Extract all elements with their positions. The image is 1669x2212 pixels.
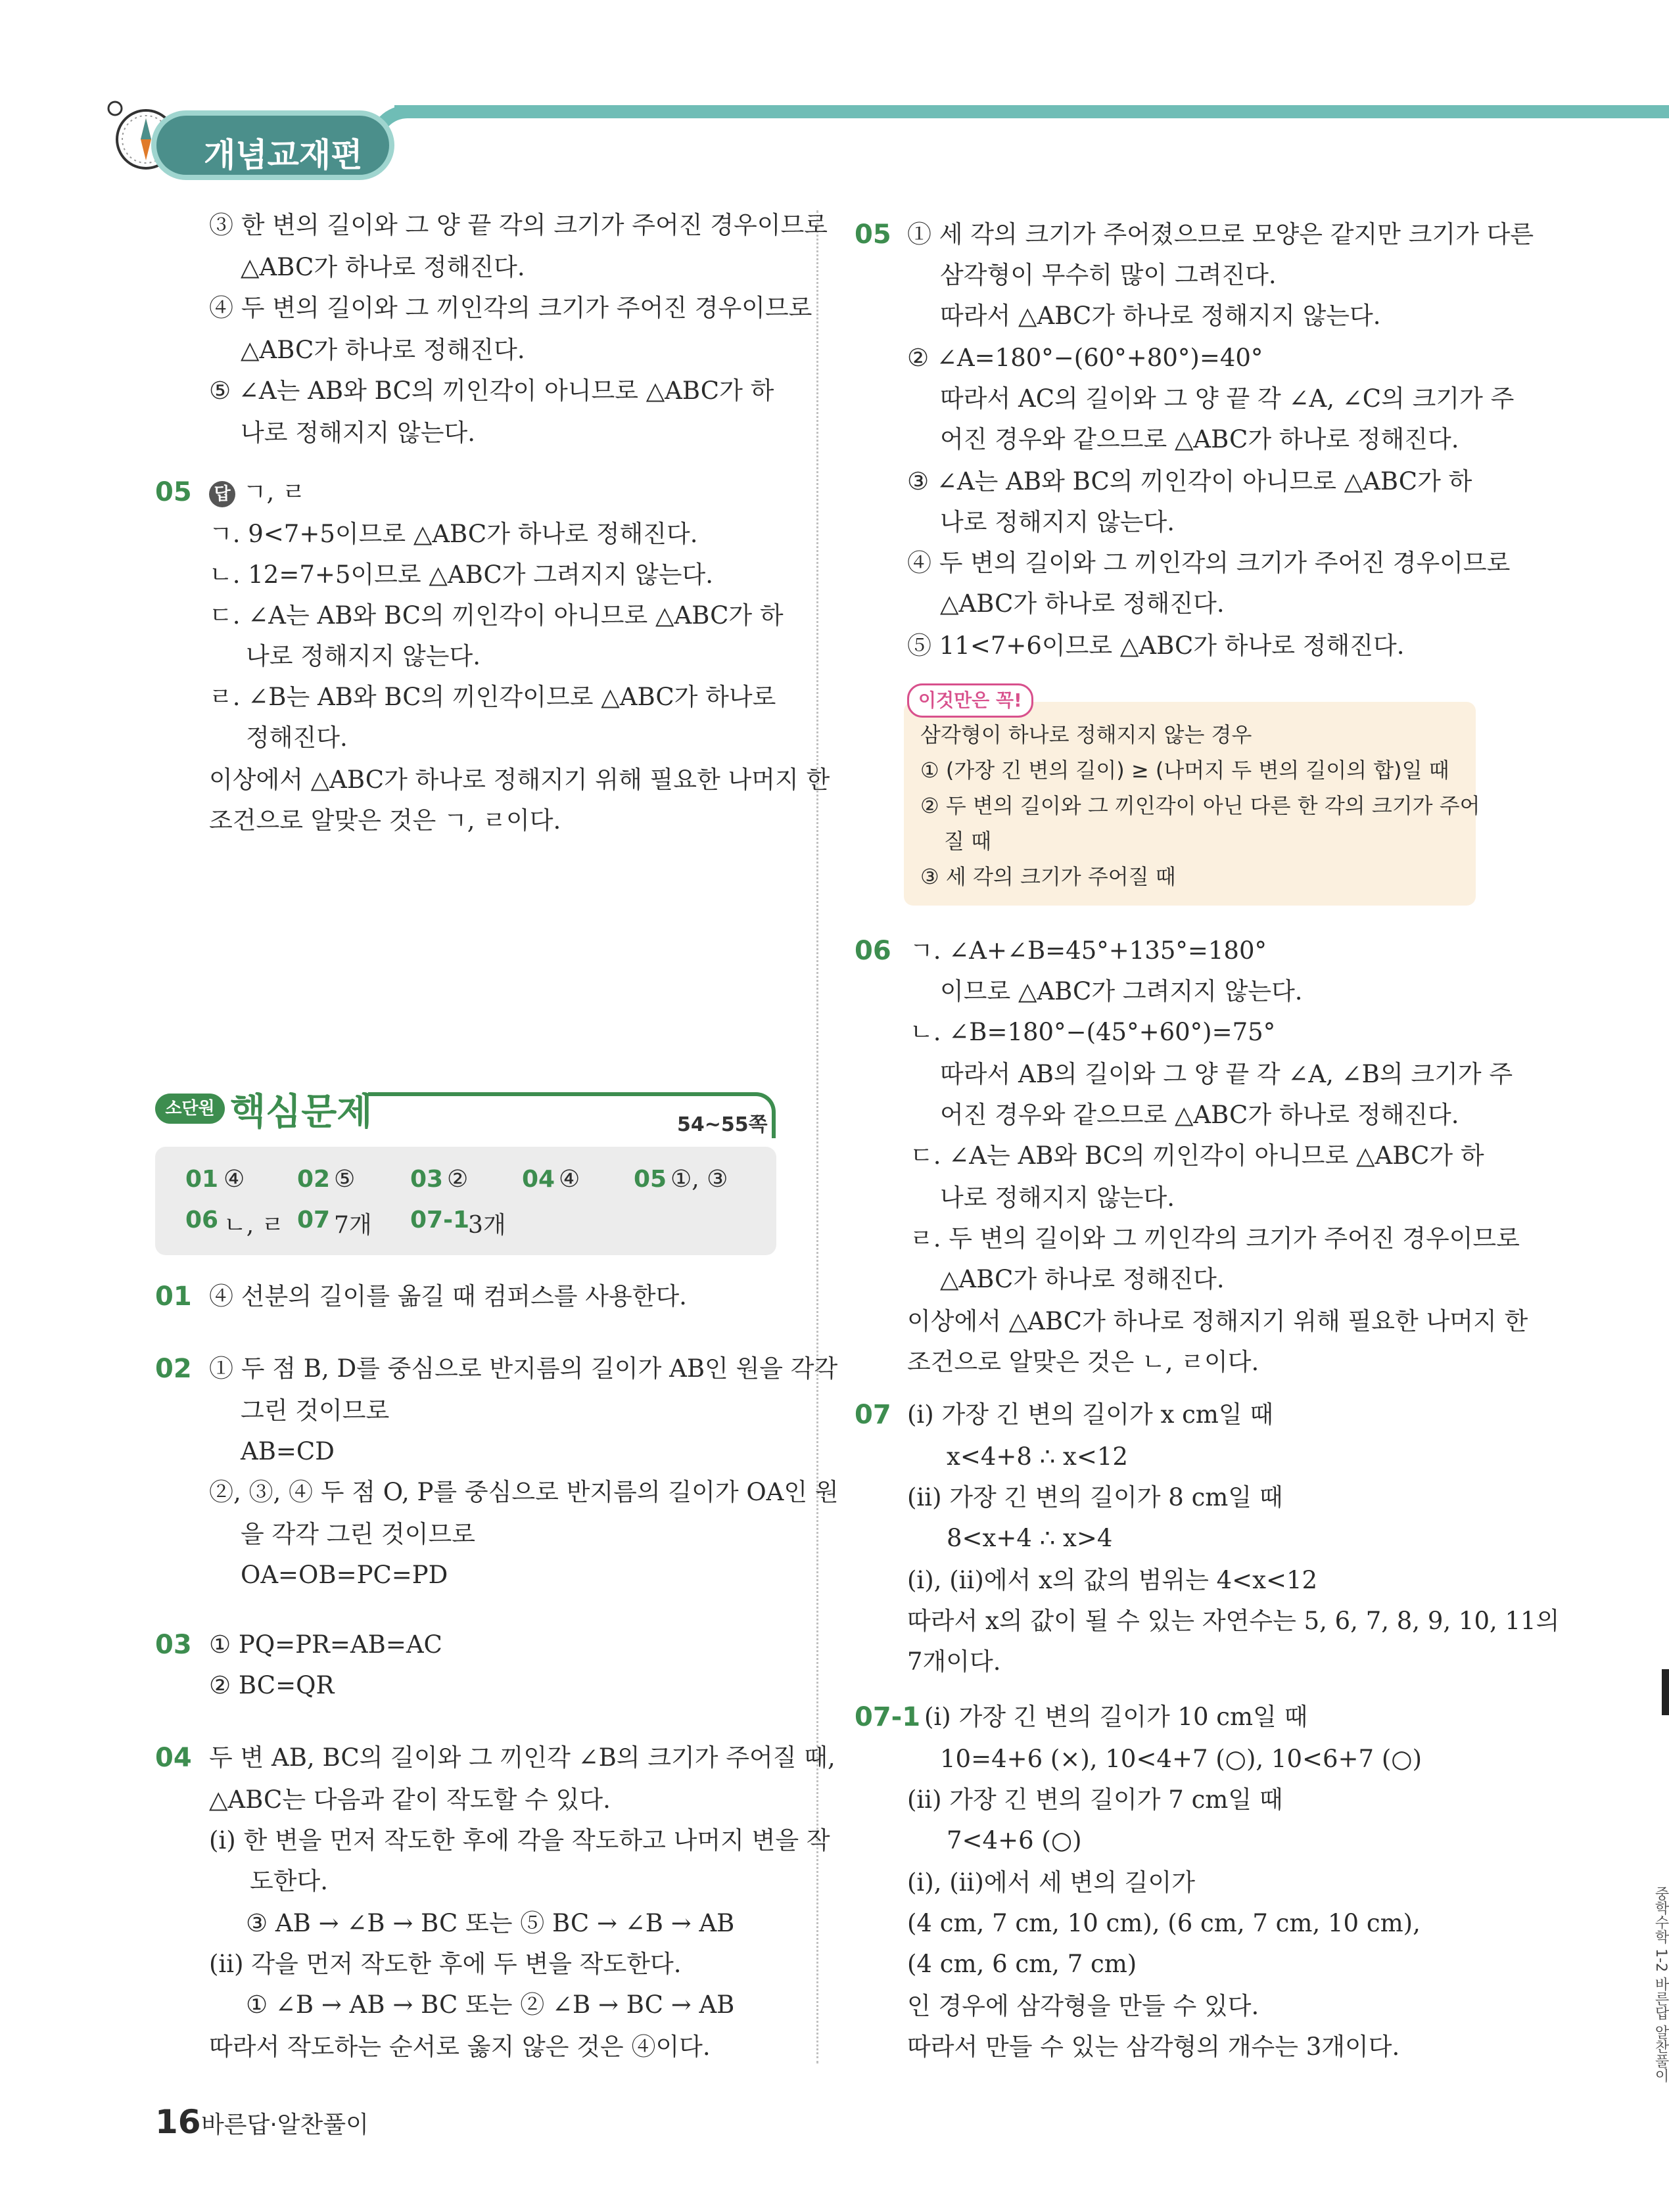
text-line: 조건으로 알맞은 것은 ㄱ, ㄹ이다. <box>209 806 561 835</box>
answer-badge: 답 <box>209 481 235 507</box>
text-line: △ABC가 하나로 정해진다. <box>241 253 525 281</box>
text-line: ㄹ. 두 변의 길이와 그 끼인각의 크기가 주어진 경우이므로 <box>910 1224 1520 1253</box>
text-line: 이상에서 △ABC가 하나로 정해지기 위해 필요한 나머지 한 <box>907 1307 1528 1335</box>
side-caption: 중학수학 1-2 바른답 알찬풀이 <box>1653 1886 1669 2083</box>
text-line: 나로 정해지지 않는다. <box>940 1184 1175 1212</box>
text-line: 따라서 작도하는 순서로 옳지 않은 것은 ④이다. <box>209 2033 711 2061</box>
text-line: 이상에서 △ABC가 하나로 정해지기 위해 필요한 나머지 한 <box>209 766 830 794</box>
header-band <box>394 105 1669 118</box>
text-line: 나로 정해지지 않는다. <box>246 642 481 670</box>
text-line: 어진 경우와 같으므로 △ABC가 하나로 정해진다. <box>940 1101 1459 1129</box>
answer-key-val: 7개 <box>334 1212 372 1239</box>
text-line: 따라서 만들 수 있는 삼각형의 개수는 3개이다. <box>907 2033 1400 2061</box>
text-line: 어진 경우와 같으므로 △ABC가 하나로 정해진다. <box>940 425 1459 453</box>
text-line: ㄱ. ∠A+∠B=45°+135°=180° <box>910 936 1267 965</box>
answer-key-val: ④ <box>223 1166 245 1193</box>
text-line: 그린 것이므로 <box>241 1396 390 1425</box>
text-line: (ⅰ), (ⅱ)에서 x의 값의 범위는 4<x<12 <box>907 1566 1318 1594</box>
text-line: x<4+8 ∴ x<12 <box>947 1442 1128 1471</box>
answer-key-num: 06 <box>185 1207 219 1233</box>
problem-number: 03 <box>155 1630 192 1660</box>
page-label: 바른답·알찬풀이 <box>201 2111 369 2138</box>
answer-key-val: ② <box>447 1166 469 1193</box>
answer-key-val: 3개 <box>468 1212 506 1239</box>
problem-number: 07 <box>855 1400 891 1430</box>
text-line: 나로 정해지지 않는다. <box>940 508 1175 536</box>
problem-number: 02 <box>155 1354 192 1384</box>
text-line: ④ 두 변의 길이와 그 끼인각의 크기가 주어진 경우이므로 <box>209 294 812 322</box>
text-line: (ⅰ), (ⅱ)에서 세 변의 길이가 <box>907 1868 1195 1897</box>
problem-number: 05 <box>155 477 192 507</box>
text-line: ① PQ=PR=AB=AC <box>209 1630 442 1659</box>
answer-key-num: 04 <box>522 1166 555 1193</box>
text-line: 삼각형이 무수히 많이 그려진다. <box>940 261 1277 289</box>
text-line: 따라서 x의 값이 될 수 있는 자연수는 5, 6, 7, 8, 9, 10, 11의 <box>907 1607 1560 1635</box>
text-line: ② BC=QR <box>209 1671 335 1699</box>
text-line: 나로 정해지지 않는다. <box>241 419 475 447</box>
problem-number: 04 <box>155 1743 192 1773</box>
text-line: △ABC가 하나로 정해진다. <box>940 589 1225 618</box>
answer-key-val: ①, ③ <box>670 1166 728 1193</box>
section-pill: 소단원 <box>155 1094 225 1124</box>
tip-line: ② 두 변의 길이와 그 끼인각이 아닌 다른 한 각의 크기가 주어 <box>920 793 1480 818</box>
text-line: ① 두 점 B, D를 중심으로 반지름의 길이가 AB인 원을 각각 <box>209 1354 838 1383</box>
section-title: 핵심문제 <box>230 1091 373 1134</box>
header-title: 개념교재편 <box>204 136 363 174</box>
text-line: ㄷ. ∠A는 AB와 BC의 끼인각이 아니므로 △ABC가 하 <box>209 601 784 630</box>
text-line: ④ 선분의 길이를 옮길 때 컴퍼스를 사용한다. <box>209 1282 687 1310</box>
answer-key-val: ⑤ <box>334 1166 356 1193</box>
answer-key-num: 07 <box>297 1207 331 1233</box>
answer-key-num: 05 <box>634 1166 667 1193</box>
text-line: (ⅱ) 각을 먼저 작도한 후에 두 변을 작도한다. <box>209 1950 682 1978</box>
page-number: 16 <box>155 2103 201 2141</box>
answer-key-val: ㄴ, ㄹ <box>223 1212 285 1239</box>
answer-key-num: 07-1 <box>410 1207 470 1233</box>
text-line: 따라서 △ABC가 하나로 정해지지 않는다. <box>940 302 1381 330</box>
text-line: △ABC는 다음과 같이 작도할 수 있다. <box>209 1786 611 1814</box>
answer-key-num: 02 <box>297 1166 331 1193</box>
text-line: 조건으로 알맞은 것은 ㄴ, ㄹ이다. <box>907 1348 1259 1376</box>
text-line: 7개이다. <box>907 1647 1001 1676</box>
text-line: (ⅰ) 가장 긴 변의 길이가 x cm일 때 <box>907 1400 1274 1429</box>
text-line: ③ 한 변의 길이와 그 양 끝 각의 크기가 주어진 경우이므로 <box>209 211 828 239</box>
text-line: 도한다. <box>250 1867 328 1895</box>
text-line: (ⅰ) 가장 긴 변의 길이가 10 cm일 때 <box>924 1703 1308 1731</box>
tip-line: 삼각형이 하나로 정해지지 않는 경우 <box>920 722 1252 747</box>
problem-number: 07-1 <box>855 1702 921 1732</box>
answer-key-val: ④ <box>559 1166 580 1193</box>
tip-label: 이것만은 꼭! <box>907 683 1033 718</box>
text-line: 따라서 AC의 길이와 그 양 끝 각 ∠A, ∠C의 크기가 주 <box>940 384 1515 413</box>
section-pages: 54~55쪽 <box>677 1113 768 1136</box>
text-line: ③ ∠A는 AB와 BC의 끼인각이 아니므로 △ABC가 하 <box>907 467 1472 495</box>
text-line: (ⅰ) 한 변을 먼저 작도한 후에 각을 작도하고 나머지 변을 작 <box>209 1826 830 1855</box>
text-line: ㄹ. ∠B는 AB와 BC의 끼인각이므로 △ABC가 하나로 <box>209 683 776 711</box>
text-line: 두 변 AB, BC의 길이와 그 끼인각 ∠B의 크기가 주어질 때, <box>209 1743 835 1772</box>
answer-text: ㄱ, ㄹ <box>243 478 306 506</box>
text-line: ㄱ. 9<7+5이므로 △ABC가 하나로 정해진다. <box>209 520 698 548</box>
text-line: ㄴ. 12=7+5이므로 △ABC가 그려지지 않는다. <box>209 561 713 589</box>
text-line: ① ∠B → AB → BC 또는 ② ∠B → BC → AB <box>246 1991 735 2019</box>
text-line: ㄷ. ∠A는 AB와 BC의 끼인각이 아니므로 △ABC가 하 <box>910 1141 1484 1170</box>
text-line: 정해진다. <box>246 724 348 752</box>
answer-line <box>209 477 306 507</box>
tip-line: ③ 세 각의 크기가 주어질 때 <box>920 864 1176 889</box>
text-line: (ⅱ) 가장 긴 변의 길이가 7 cm일 때 <box>907 1786 1283 1814</box>
text-line: 이므로 △ABC가 그려지지 않는다. <box>940 977 1303 1005</box>
answer-key-num: 01 <box>185 1166 219 1193</box>
text-line: ① 세 각의 크기가 주어졌으므로 모양은 같지만 크기가 다른 <box>907 220 1534 248</box>
text-line: (4 cm, 7 cm, 10 cm), (6 cm, 7 cm, 10 cm), <box>907 1909 1421 1937</box>
text-line: ⑤ 11<7+6이므로 △ABC가 하나로 정해진다. <box>907 632 1405 660</box>
tip-line: ① (가장 긴 변의 길이) ≥ (나머지 두 변의 길이의 합)일 때 <box>920 758 1449 783</box>
text-line: OA=OB=PC=PD <box>241 1561 448 1589</box>
text-line: 인 경우에 삼각형을 만들 수 있다. <box>907 1992 1259 2020</box>
header-tab <box>151 110 394 180</box>
problem-number: 05 <box>855 219 891 250</box>
text-line: 8<x+4 ∴ x>4 <box>947 1524 1113 1552</box>
text-line: ③ AB → ∠B → BC 또는 ⑤ BC → ∠B → AB <box>246 1909 735 1937</box>
text-line: ② ∠A=180°−(60°+80°)=40° <box>907 344 1263 372</box>
text-line: AB=CD <box>241 1437 335 1465</box>
text-line: (4 cm, 6 cm, 7 cm) <box>907 1950 1137 1978</box>
tip-line: 질 때 <box>944 829 991 854</box>
answer-key-num: 03 <box>410 1166 444 1193</box>
text-line: ㄴ. ∠B=180°−(45°+60°)=75° <box>910 1018 1276 1046</box>
problem-number: 06 <box>855 936 891 966</box>
text-line: 따라서 AB의 길이와 그 양 끝 각 ∠A, ∠B의 크기가 주 <box>940 1060 1513 1088</box>
column-divider <box>816 210 818 2063</box>
problem-number: 01 <box>155 1281 192 1312</box>
text-line: 을 각각 그린 것이므로 <box>241 1520 475 1548</box>
text-line: 10=4+6 (×), 10<4+7 (○), 10<6+7 (○) <box>940 1745 1422 1773</box>
text-line: ④ 두 변의 길이와 그 끼인각의 크기가 주어진 경우이므로 <box>907 549 1511 577</box>
text-line: △ABC가 하나로 정해진다. <box>241 336 525 364</box>
text-line: ⑤ ∠A는 AB와 BC의 끼인각이 아니므로 △ABC가 하 <box>209 377 774 405</box>
text-line: ②, ③, ④ 두 점 O, P를 중심으로 반지름의 길이가 OA인 원 <box>209 1478 839 1506</box>
text-line: △ABC가 하나로 정해진다. <box>940 1265 1225 1293</box>
text-line: (ⅱ) 가장 긴 변의 길이가 8 cm일 때 <box>907 1483 1283 1511</box>
chapter-tab <box>1662 1669 1669 1715</box>
text-line: 7<4+6 (○) <box>947 1826 1082 1855</box>
